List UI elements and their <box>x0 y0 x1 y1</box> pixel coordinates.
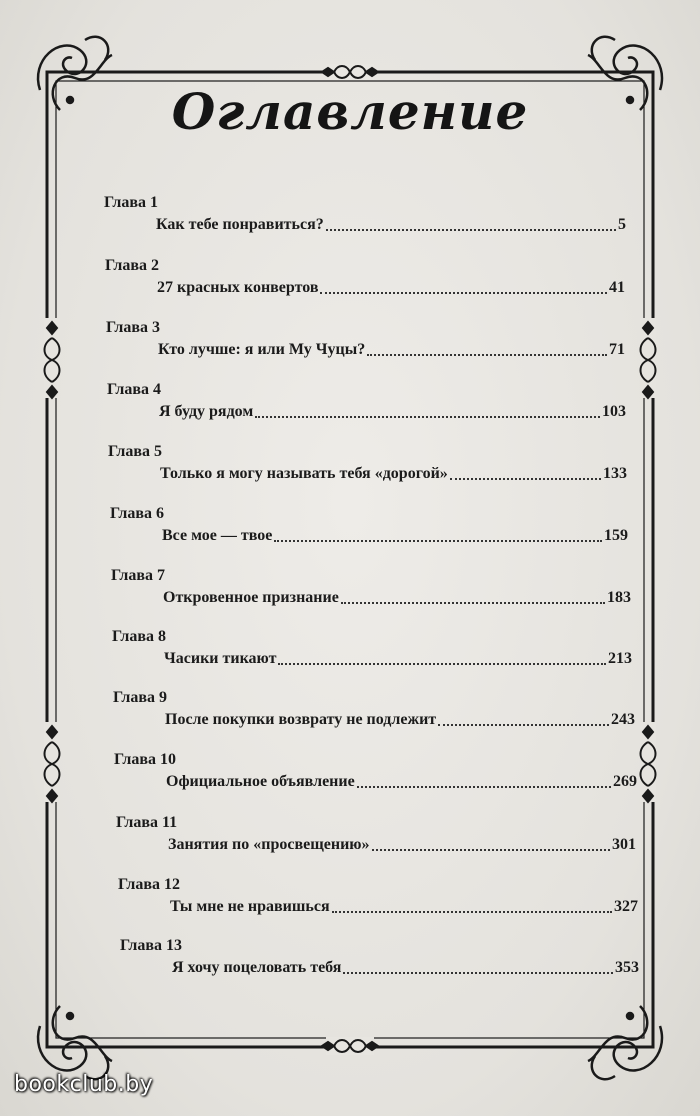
chapter-title: Часики тикают <box>164 650 277 667</box>
dot-leader <box>274 527 602 542</box>
chapter-label: Глава 11 <box>116 814 178 831</box>
dot-leader <box>255 403 600 418</box>
chapter-title: Официальное объявление <box>166 773 355 790</box>
page-number: 243 <box>611 711 635 728</box>
page-number: 269 <box>613 773 637 790</box>
chapter-title: Занятия по «просвещению» <box>168 836 370 853</box>
chapter-title: Как тебе понравиться? <box>156 216 324 233</box>
chapter-label: Глава 7 <box>111 567 165 584</box>
toc-entry <box>105 257 625 313</box>
page-number: 301 <box>612 836 636 853</box>
toc-entry <box>114 751 637 807</box>
chapter-title: Только я могу называть тебя «дорогой» <box>160 465 448 482</box>
chapter-label: Глава 6 <box>110 505 164 522</box>
chapter-title: Я хочу поцеловать тебя <box>172 959 342 976</box>
chapter-label: Глава 8 <box>112 628 166 645</box>
dot-leader <box>320 279 607 294</box>
toc-entry <box>116 814 636 870</box>
toc-entry <box>112 628 632 684</box>
page-number: 133 <box>603 465 627 482</box>
page-number: 103 <box>602 403 626 420</box>
toc-entry <box>120 937 639 993</box>
chapter-label: Глава 9 <box>113 689 167 706</box>
chapter-title: 27 красных конвертов <box>157 279 319 296</box>
site-watermark: bookclub.by <box>14 1072 154 1097</box>
page-number: 327 <box>614 898 638 915</box>
dot-leader <box>438 711 609 726</box>
chapter-label: Глава 3 <box>106 319 160 336</box>
chapter-label: Глава 4 <box>107 381 161 398</box>
page-number: 41 <box>609 279 625 296</box>
page-number: 213 <box>608 650 632 667</box>
toc-entry <box>111 567 631 623</box>
dot-leader <box>343 959 613 974</box>
page-number: 71 <box>609 341 625 358</box>
chapter-title: Откровенное признание <box>163 589 339 606</box>
toc-entry <box>106 319 625 375</box>
chapter-label: Глава 2 <box>105 257 159 274</box>
dot-leader <box>372 836 610 851</box>
dot-leader <box>450 465 601 480</box>
dot-leader <box>332 898 612 913</box>
toc-entry <box>110 505 628 561</box>
chapter-label: Глава 12 <box>118 876 180 893</box>
chapter-title: Я буду рядом <box>159 403 254 420</box>
chapter-label: Глава 10 <box>114 751 176 768</box>
page-number: 353 <box>615 959 639 976</box>
page-number: 5 <box>618 216 626 233</box>
chapter-title: После покупки возврату не подлежит <box>165 711 437 728</box>
dot-leader <box>326 216 616 231</box>
toc-entry <box>108 443 627 499</box>
dot-leader <box>357 773 611 788</box>
toc-entry <box>113 689 635 745</box>
toc-entry <box>118 876 638 932</box>
page-title: Оглавление <box>171 82 529 141</box>
dot-leader <box>341 589 605 604</box>
chapter-title: Ты мне не нравишься <box>170 898 330 915</box>
chapter-title: Все мое — твое <box>162 527 273 544</box>
chapter-label: Глава 5 <box>108 443 162 460</box>
chapter-label: Глава 13 <box>120 937 182 954</box>
page-number: 159 <box>604 527 628 544</box>
toc-entry <box>107 381 626 437</box>
toc-entry <box>104 194 626 250</box>
page-number: 183 <box>607 589 631 606</box>
chapter-label: Глава 1 <box>104 194 158 211</box>
dot-leader <box>278 650 606 665</box>
chapter-title: Кто лучше: я или Му Чуцы? <box>158 341 366 358</box>
dot-leader <box>367 341 607 356</box>
